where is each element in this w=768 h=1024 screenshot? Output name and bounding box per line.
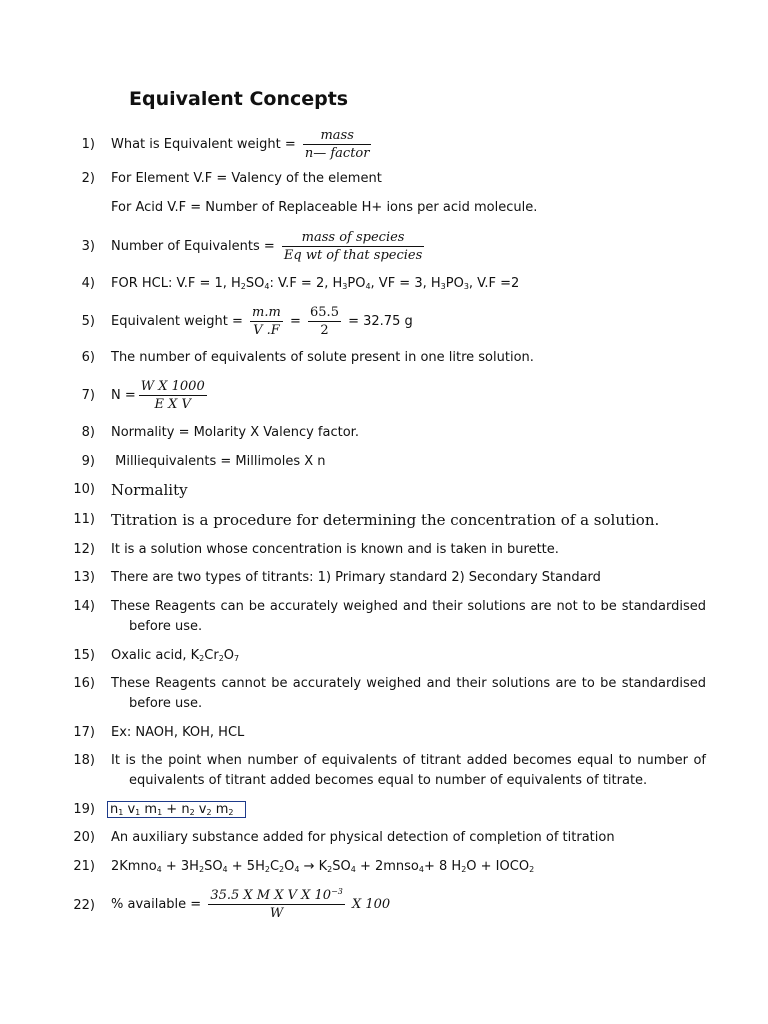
subscript: 2 [218, 654, 224, 663]
exponent: −3 [331, 887, 343, 896]
item-text [111, 229, 706, 264]
text-run: v [194, 802, 207, 817]
arrow-icon: → [299, 859, 319, 874]
fraction-denominator: W [269, 906, 284, 921]
text-run: + 2mnso [355, 859, 419, 874]
item-number: 10) [73, 482, 95, 497]
fraction [308, 304, 341, 339]
item-text: An auxiliary substance added for physical detection of completion of titration [111, 830, 615, 845]
item-number: 7) [81, 388, 95, 403]
subscript: 3 [342, 282, 348, 291]
text-run: PO [347, 276, 366, 291]
subscript: 7 [234, 654, 240, 663]
fraction-numerator: W X 1000 [140, 379, 205, 394]
item-number: 12) [73, 542, 95, 557]
item-text: There are two types of titrants: 1) Primary standard 2) Secondary Standard [111, 570, 601, 585]
text-run: + 5H [227, 859, 265, 874]
item-label: N = [111, 388, 136, 403]
subscript: 2 [279, 865, 285, 874]
subscript: 4 [156, 865, 162, 874]
fraction-numerator: mass [303, 127, 372, 145]
item-text [111, 751, 706, 791]
item-text-line: These Reagents cannot be accurately weighed and their solutions are to be standardised [111, 676, 706, 691]
subscript: 2 [327, 865, 333, 874]
subscript: 2 [529, 865, 535, 874]
boxed-formula [107, 801, 246, 818]
item-text [111, 304, 706, 339]
subscript: 4 [350, 865, 356, 874]
subscript: 4 [264, 282, 270, 291]
text-run: O [223, 648, 235, 663]
item-text-line: These Reagents can be accurately weighed and their solutions are not to be standardised [111, 599, 706, 614]
equals-sign: = [285, 314, 306, 329]
fraction-denominator: Eq wt of that species [283, 248, 423, 263]
item-number: 13) [73, 570, 95, 585]
subscript: 2 [206, 808, 212, 817]
subscript: 2 [189, 808, 195, 817]
text-run: Cr [204, 648, 219, 663]
fraction-denominator: 2 [320, 323, 329, 338]
item-number: 2) [81, 171, 95, 186]
item-text: Titration is a procedure for determining the concentration of a solution. [111, 511, 660, 529]
item-number: 1) [81, 137, 95, 152]
text-run: PO [445, 276, 464, 291]
result-text: = 32.75 g [343, 314, 413, 329]
item-text [107, 800, 702, 820]
subscript: 2 [264, 865, 270, 874]
text-run: SO [332, 859, 351, 874]
item-text-continued: For Acid V.F = Number of Replaceable H+ ions per acid molecule. [111, 200, 538, 215]
item-number: 17) [73, 725, 95, 740]
subscript: 4 [222, 865, 228, 874]
fraction-denominator: E X V [154, 397, 191, 412]
text-run: C [269, 859, 280, 874]
item-number: 8) [81, 425, 95, 440]
subscript: 2 [461, 865, 467, 874]
fraction [282, 229, 424, 264]
text-run: SO [204, 859, 223, 874]
text-run: O [284, 859, 295, 874]
page-title: Equivalent Concepts [129, 88, 349, 110]
fraction-numerator [208, 887, 345, 905]
text-run: + n [162, 802, 190, 817]
fraction [139, 378, 207, 413]
text-run: SO [245, 276, 265, 291]
text-run: K [318, 859, 328, 874]
subscript: 2 [199, 654, 205, 663]
item-number: 19) [73, 802, 95, 817]
item-number: 9) [81, 454, 95, 469]
text-run: Oxalic acid, K [111, 648, 200, 663]
item-number: 20) [73, 830, 95, 845]
item-text: It is a solution whose concentration is known and is taken in burette. [111, 542, 559, 557]
item-label: What is Equivalent weight = [111, 137, 300, 152]
item-label: Equivalent weight = [111, 314, 248, 329]
subscript: 4 [365, 282, 371, 291]
fraction-denominator: V .F [253, 323, 280, 338]
text-run: m [140, 802, 158, 817]
item-text: Normality [111, 481, 188, 499]
text-run: v [123, 802, 136, 817]
item-number: 22) [73, 898, 95, 913]
item-number: 3) [81, 239, 95, 254]
text-run: , VF = 3, H [370, 276, 441, 291]
item-text: For Element V.F = Valency of the element [111, 171, 382, 186]
subscript: 3 [440, 282, 446, 291]
fraction-numerator: 65.5 [310, 305, 339, 320]
subscript: 2 [228, 808, 234, 817]
item-text [111, 274, 706, 294]
item-text [111, 597, 706, 637]
fraction [208, 887, 345, 922]
item-text [111, 674, 706, 714]
item-text-continued: before use. [129, 619, 203, 634]
subscript: 2 [240, 282, 246, 291]
item-text [111, 646, 706, 666]
text-run: 2Kmno [111, 859, 157, 874]
fraction [250, 304, 283, 339]
item-number: 18) [73, 753, 95, 768]
text-run: m [211, 802, 229, 817]
item-label: % available = [111, 897, 206, 912]
item-text: The number of equivalents of solute present in one litre solution. [111, 350, 534, 365]
text-run: : V.F = 2, H [269, 276, 343, 291]
item-number: 21) [73, 859, 95, 874]
fraction-numerator: mass of species [282, 229, 424, 247]
text-run: + 3H [161, 859, 199, 874]
subscript: 4 [294, 865, 300, 874]
multiplier-text: X 100 [347, 897, 391, 912]
item-text [111, 887, 706, 922]
fraction-numerator: m.m [252, 305, 281, 320]
item-text-line: It is the point when number of equivalents of titrant added becomes equal to number of [111, 753, 706, 768]
item-text [111, 378, 706, 413]
item-text: Milliequivalents = Millimoles X n [111, 454, 326, 469]
subscript: 1 [118, 808, 124, 817]
item-number: 11) [73, 512, 95, 527]
item-number: 4) [81, 276, 95, 291]
item-text [111, 127, 706, 162]
item-number: 15) [73, 648, 95, 663]
subscript: 1 [157, 808, 163, 817]
item-number: 16) [73, 676, 95, 691]
item-text: Normality = Molarity X Valency factor. [111, 425, 359, 440]
subscript: 3 [463, 282, 469, 291]
item-number: 14) [73, 599, 95, 614]
item-number: 5) [81, 314, 95, 329]
item-text: Ex: NAOH, KOH, HCL [111, 725, 245, 740]
fraction-denominator: n— factor [304, 146, 370, 161]
text-run: + 8 H [423, 859, 462, 874]
subscript: 2 [198, 865, 205, 874]
subscript: 1 [135, 808, 141, 817]
item-label: Number of Equivalents = [111, 239, 279, 254]
text-run: n [110, 802, 119, 817]
numerator-text: 35.5 X M X V X 10 [210, 888, 332, 903]
item-text [111, 857, 706, 877]
item-text-continued: equivalents of titrant added becomes equal to number of equivalents of titrate. [129, 773, 648, 788]
text-run: FOR HCL: V.F = 1, H [111, 276, 241, 291]
item-number: 6) [81, 350, 95, 365]
subscript: 4 [418, 865, 424, 874]
item-text-continued: before use. [129, 696, 203, 711]
fraction [303, 127, 372, 162]
text-run: O + IOCO [466, 859, 530, 874]
text-run: , V.F =2 [468, 276, 520, 291]
